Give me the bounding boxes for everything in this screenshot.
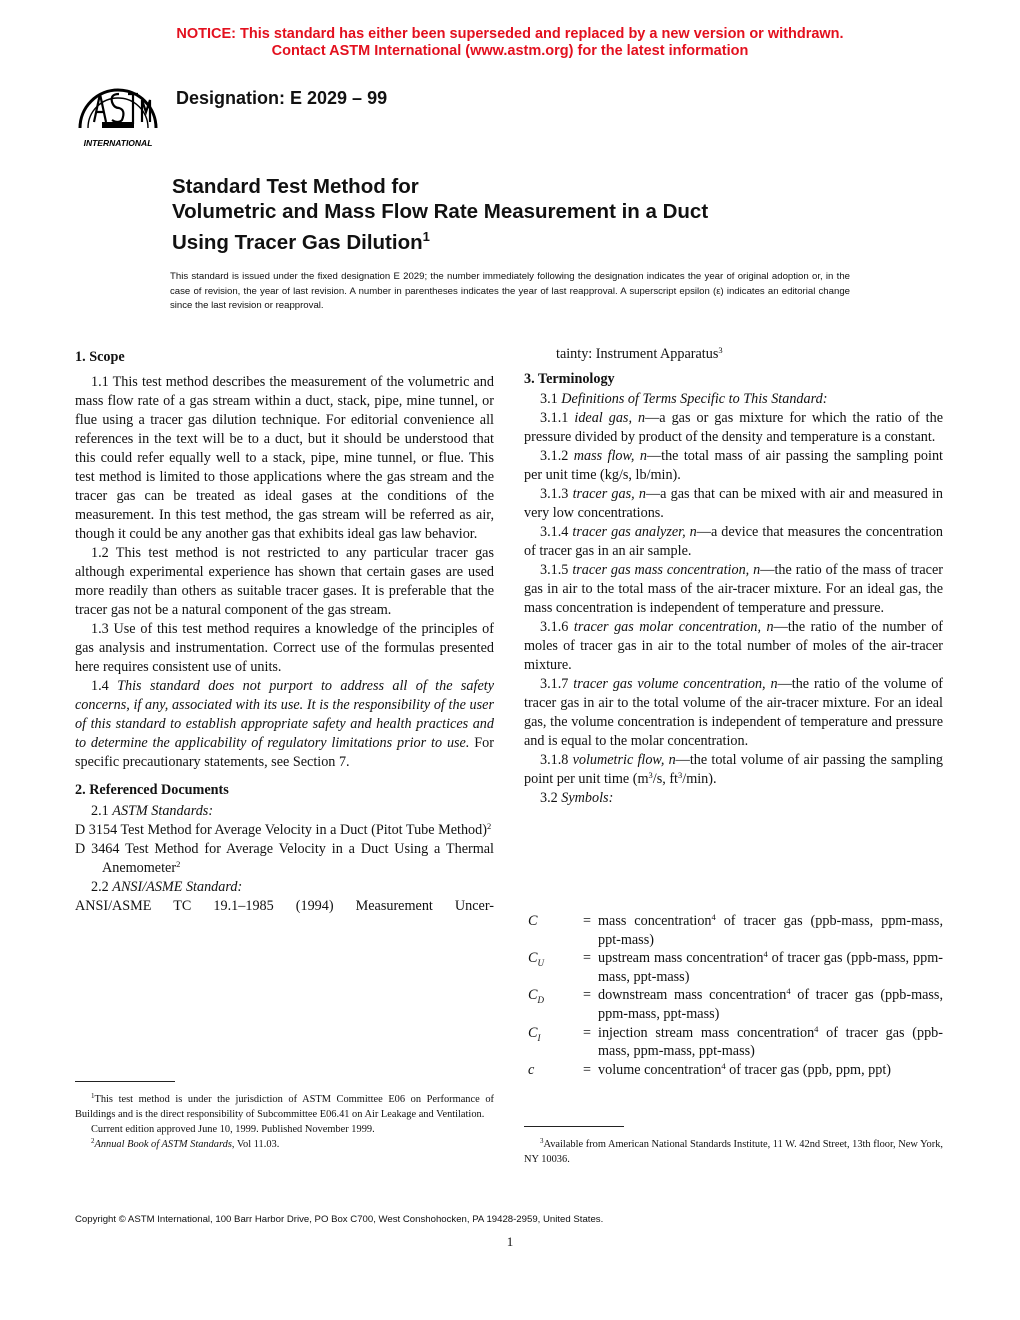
footnote-2 [75,1137,494,1152]
title-line-3 [172,224,932,255]
symbol [524,912,576,949]
notice-line-1: NOTICE: This standard has either been superseded and replaced by a new version or withdrawn. [176,26,844,42]
ref-ansi-part1: ANSI/ASME TC 19.1–1985 (1994) Measurement Uncer- [75,898,494,914]
footnote-2-title: Annual Book of ASTM Standards [94,1139,232,1150]
title-footnote-ref: 1 [422,229,430,244]
definition-a: upstream mass concentration [598,950,764,967]
paragraph-2-2 [75,878,494,897]
p22-label: ANSI/ASME Standard: [112,879,243,895]
notice-line-2: Contact ASTM International (www.astm.org) for the latest information [271,43,749,59]
t8-def-b: /s, ft [652,771,678,787]
symbol-row [524,912,943,949]
t8-num: 3.1.8 [540,752,573,768]
p14-num: 1.4 [91,678,118,694]
term-3-1-6 [524,618,943,675]
symbol-definition [598,1061,943,1084]
symbols-list [524,912,943,1084]
footnotes-right [524,1137,943,1167]
p31-label: Definitions of Terms Specific to This Standard: [561,391,828,407]
equals-sign: = [582,950,591,967]
ref-ansi-part2-text: tainty: Instrument Apparatus [556,346,719,362]
symbol-row [524,1061,943,1084]
symbol-subscript: U [537,958,544,969]
copyright-line: Copyright © ASTM International, 100 Barr Harbor Drive, PO Box C700, West Conshohocken, PA 19428-2959, United States. [75,1214,604,1225]
symbol [524,1061,576,1084]
paragraph-1-1: 1.1 This test method describes the measurement of the volumetric and mass flow rate of a gas stream within a duct, stack, pipe, mine tunnel, or flue using a tracer gas dilution technique. For editorial convenience all references in the text will be to a duct, but it should be understood that this could refer equally well to a stack, pipe, mine tunnel, or flue. This test method is limited to those applications where the gas stream and the tracer gas can be treated as ideal gases at the conditions of the measurement. In this test method, the gas stream will be referred as air, though it could be any another gas that exhibits ideal gas law behavior. [75,374,494,542]
logo-subtext: INTERNATIONAL [83,138,153,148]
footnote-3-text: Available from American National Standards Institute, 11 W. 42nd Street, 13th floor, New York, NY 10036. [524,1139,943,1165]
astm-logo [72,76,164,150]
footnote-1 [75,1092,494,1122]
definition-fn: 4 [814,1023,819,1034]
definition-a: downstream mass concentration [598,987,787,1004]
symbol-subscript: I [537,1032,541,1043]
designation: Designation: E 2029 – 99 [176,88,388,108]
definition-a: mass concentration [598,913,712,929]
paragraph-2-1 [75,802,494,821]
ref-d3154 [75,821,494,840]
footnote-rule-left [75,1081,175,1082]
footnote-1-text: This test method is under the jurisdiction of ASTM Committee E06 on Performance of Buildings and is the direct responsibility of Subcommittee E06.41 on Air Leakage and Ventilation. [75,1094,494,1120]
term-3-1-1 [524,409,943,447]
definition-a: injection stream mass concentration [598,1024,815,1041]
definition-a: volume concentration [598,1061,722,1078]
symbol-subscript: D [537,995,544,1006]
astm-logo-icon [72,76,164,150]
paragraph-1-3: 1.3 Use of this test method requires a knowledge of the principles of gas analysis and instrumentation. Correct use of the formulas presented here requires consistent use of units. [75,621,494,675]
definition-b: of tracer gas (ppb-mass, ppm-mass, ppt-mass) [598,987,943,1022]
term-3-1-3 [524,485,943,523]
t4-term: tracer gas analyzer, n [572,524,697,540]
t1-def: —a gas or gas mixture for which the ratio of the pressure divided by product of the density and temperature is a constant. [524,410,944,445]
t4-num: 3.1.4 [540,524,573,540]
definition-b: of tracer gas (ppb-mass, ppm-mass, ppt-mass) [598,1024,943,1060]
p14-rest: For specific precautionary statements, see Section 7. [75,735,494,770]
section-heading-referenced: 2. Referenced Documents [75,782,229,798]
equals-sign: = [582,1024,591,1041]
t2-num: 3.1.2 [540,448,574,464]
term-3-1-4 [524,523,943,561]
t8-sup-a: 3 [648,770,653,780]
t5-term: tracer gas mass concentration, n [572,562,761,578]
p22-num: 2.2 [91,879,113,895]
symbol-row [524,1024,943,1061]
equals-sign: = [582,987,591,1004]
footnotes-left [75,1092,494,1152]
ref-d3464-fn: 2 [176,859,181,869]
t2-term: mass flow, n [573,448,647,464]
footnote-2-marker: 2 [91,1137,95,1145]
equals-sign: = [582,1061,591,1078]
paragraph-1-4 [75,677,494,772]
t2-def: —the total mass of air passing the sampling point per unit time (kg/s, lb/min). [524,448,943,483]
symbol-definition [598,912,943,949]
t1-term: ideal gas, n [574,410,646,426]
issuance-statement: This standard is issued under the fixed designation E 2029; the number immediately following the designation indicates the year of original adoption or, in the case of revision, the year of last revision. A number in parentheses indicates the year of last reapproval. A superscript epsilon (ε) indicates an editorial change since the last revision or reapproval. [170,271,850,312]
t7-term: tracer gas volume concentration, n [573,676,778,692]
page-number: 1 [506,1234,514,1249]
p32-label: Symbols: [561,790,614,806]
definition-fn: 4 [721,1060,726,1071]
ref-d3464-text: D 3464 Test Method for Average Velocity in a Duct Using a Thermal Anemometer [75,841,494,876]
footnote-2-rest: , Vol 11.03. [231,1139,280,1150]
definition-fn: 4 [763,949,768,960]
t7-def: —the ratio of the volume of tracer gas in air to the total volume of the air-tracer mixture. For an ideal gas, the volume concentration is independent of temperature and pressure and is equal to the molar concentration. [524,676,944,749]
definition-b: of tracer gas (ppb-mass, ppm-mass, ppt-mass) [598,913,943,948]
definition-fn: 4 [711,912,716,922]
ref-d3464 [75,840,494,878]
t1-num: 3.1.1 [540,410,575,426]
paragraph-1-2: 1.2 This test method is not restricted to any particular tracer gas although experimental experience has shown that certain gases are used more readily than others as suitable tracer gases. It is preferable that the tracer gas not be a natural component of the gas stream. [75,545,494,618]
title-line-2: Volumetric and Mass Flow Rate Measurement in a Duct [172,200,709,223]
definition-fn: 4 [786,986,791,997]
definition-b: of tracer gas (ppb-mass, ppm-mass, ppt-mass) [598,950,943,985]
t7-num: 3.1.7 [540,676,574,692]
withdrawal-notice [0,26,1020,60]
p31-num: 3.1 [540,391,562,407]
symbol-definition [598,986,943,1023]
right-column [524,345,943,808]
definition-b: of tracer gas (ppb, ppm, ppt) [725,1061,892,1078]
ref-ansi-part2 [524,345,943,364]
footnote-rule-right [524,1126,624,1127]
symbol [524,1024,576,1061]
symbol-definition [598,1024,943,1061]
document-title [172,174,932,255]
p21-num: 2.1 [91,803,113,819]
t5-def: —the ratio of the mass of tracer gas in air to the total mass of the air-tracer mixture. For an ideal gas, the mass concentration is independent of temperature and pressure. [524,562,943,616]
term-3-1-7 [524,675,943,751]
title-line-3-text: Using Tracer Gas Dilution [172,230,423,254]
symbol-row [524,986,943,1023]
t3-def: —a gas that can be mixed with air and measured in very low concentrations. [524,486,944,521]
symbol [524,986,576,1023]
t3-term: tracer gas, n [572,486,646,502]
t8-def-a: —the total volume of air passing the sampling point per unit time (m [524,752,944,787]
t6-num: 3.1.6 [540,619,574,635]
t8-term: volumetric flow, n [572,752,676,768]
t3-num: 3.1.3 [540,486,573,502]
t6-term: tracer gas molar concentration, n [573,619,774,635]
term-3-1-2 [524,447,943,485]
symbol-letter: C [528,950,538,967]
t8-def-c: /min). [682,771,717,787]
title-line-1: Standard Test Method for [172,175,419,198]
equals-sign: = [582,913,591,929]
term-3-1-8 [524,751,943,789]
ref-ansi-fn: 3 [718,345,723,355]
symbol-definition [598,949,943,986]
symbol-letter: C [528,987,538,1004]
term-3-1-5 [524,561,943,618]
footnote-3 [524,1137,943,1167]
p21-label: ASTM Standards: [112,803,214,819]
paragraph-3-1 [524,390,943,409]
footnote-3-marker: 3 [540,1137,544,1145]
section-heading-scope: 1. Scope [75,349,125,365]
ref-d3154-fn: 2 [486,821,492,831]
paragraph-3-2 [524,789,943,808]
t4-def: —a device that measures the concentration of tracer gas in an air sample. [524,524,944,559]
left-column [75,348,494,916]
symbol-letter: C [528,913,538,929]
symbol-row [524,949,943,986]
section-heading-terminology: 3. Terminology [524,371,615,387]
ref-d3154-text: D 3154 Test Method for Average Velocity in a Duct (Pitot Tube Method) [75,822,487,838]
p14-caveat: This standard does not purport to address all of the safety concerns, if any, associated with its use. It is the responsibility of the user of this standard to establish appropriate safety and health practices and to determine the applicability of regulatory limitations prior to use. [75,678,494,751]
symbol-letter: c [528,1061,535,1078]
t6-def: —the ratio of the number of moles of tracer gas in air to the total number of moles of the air-tracer mixture. [524,619,944,673]
symbol-letter: C [528,1024,538,1041]
t8-sup-b: 3 [678,770,683,780]
footnote-approval: Current edition approved June 10, 1999. Published November 1999. [91,1124,375,1135]
p32-num: 3.2 [540,790,562,806]
t5-num: 3.1.5 [540,562,573,578]
footnote-1-marker: 1 [91,1092,95,1100]
symbol [524,949,576,986]
